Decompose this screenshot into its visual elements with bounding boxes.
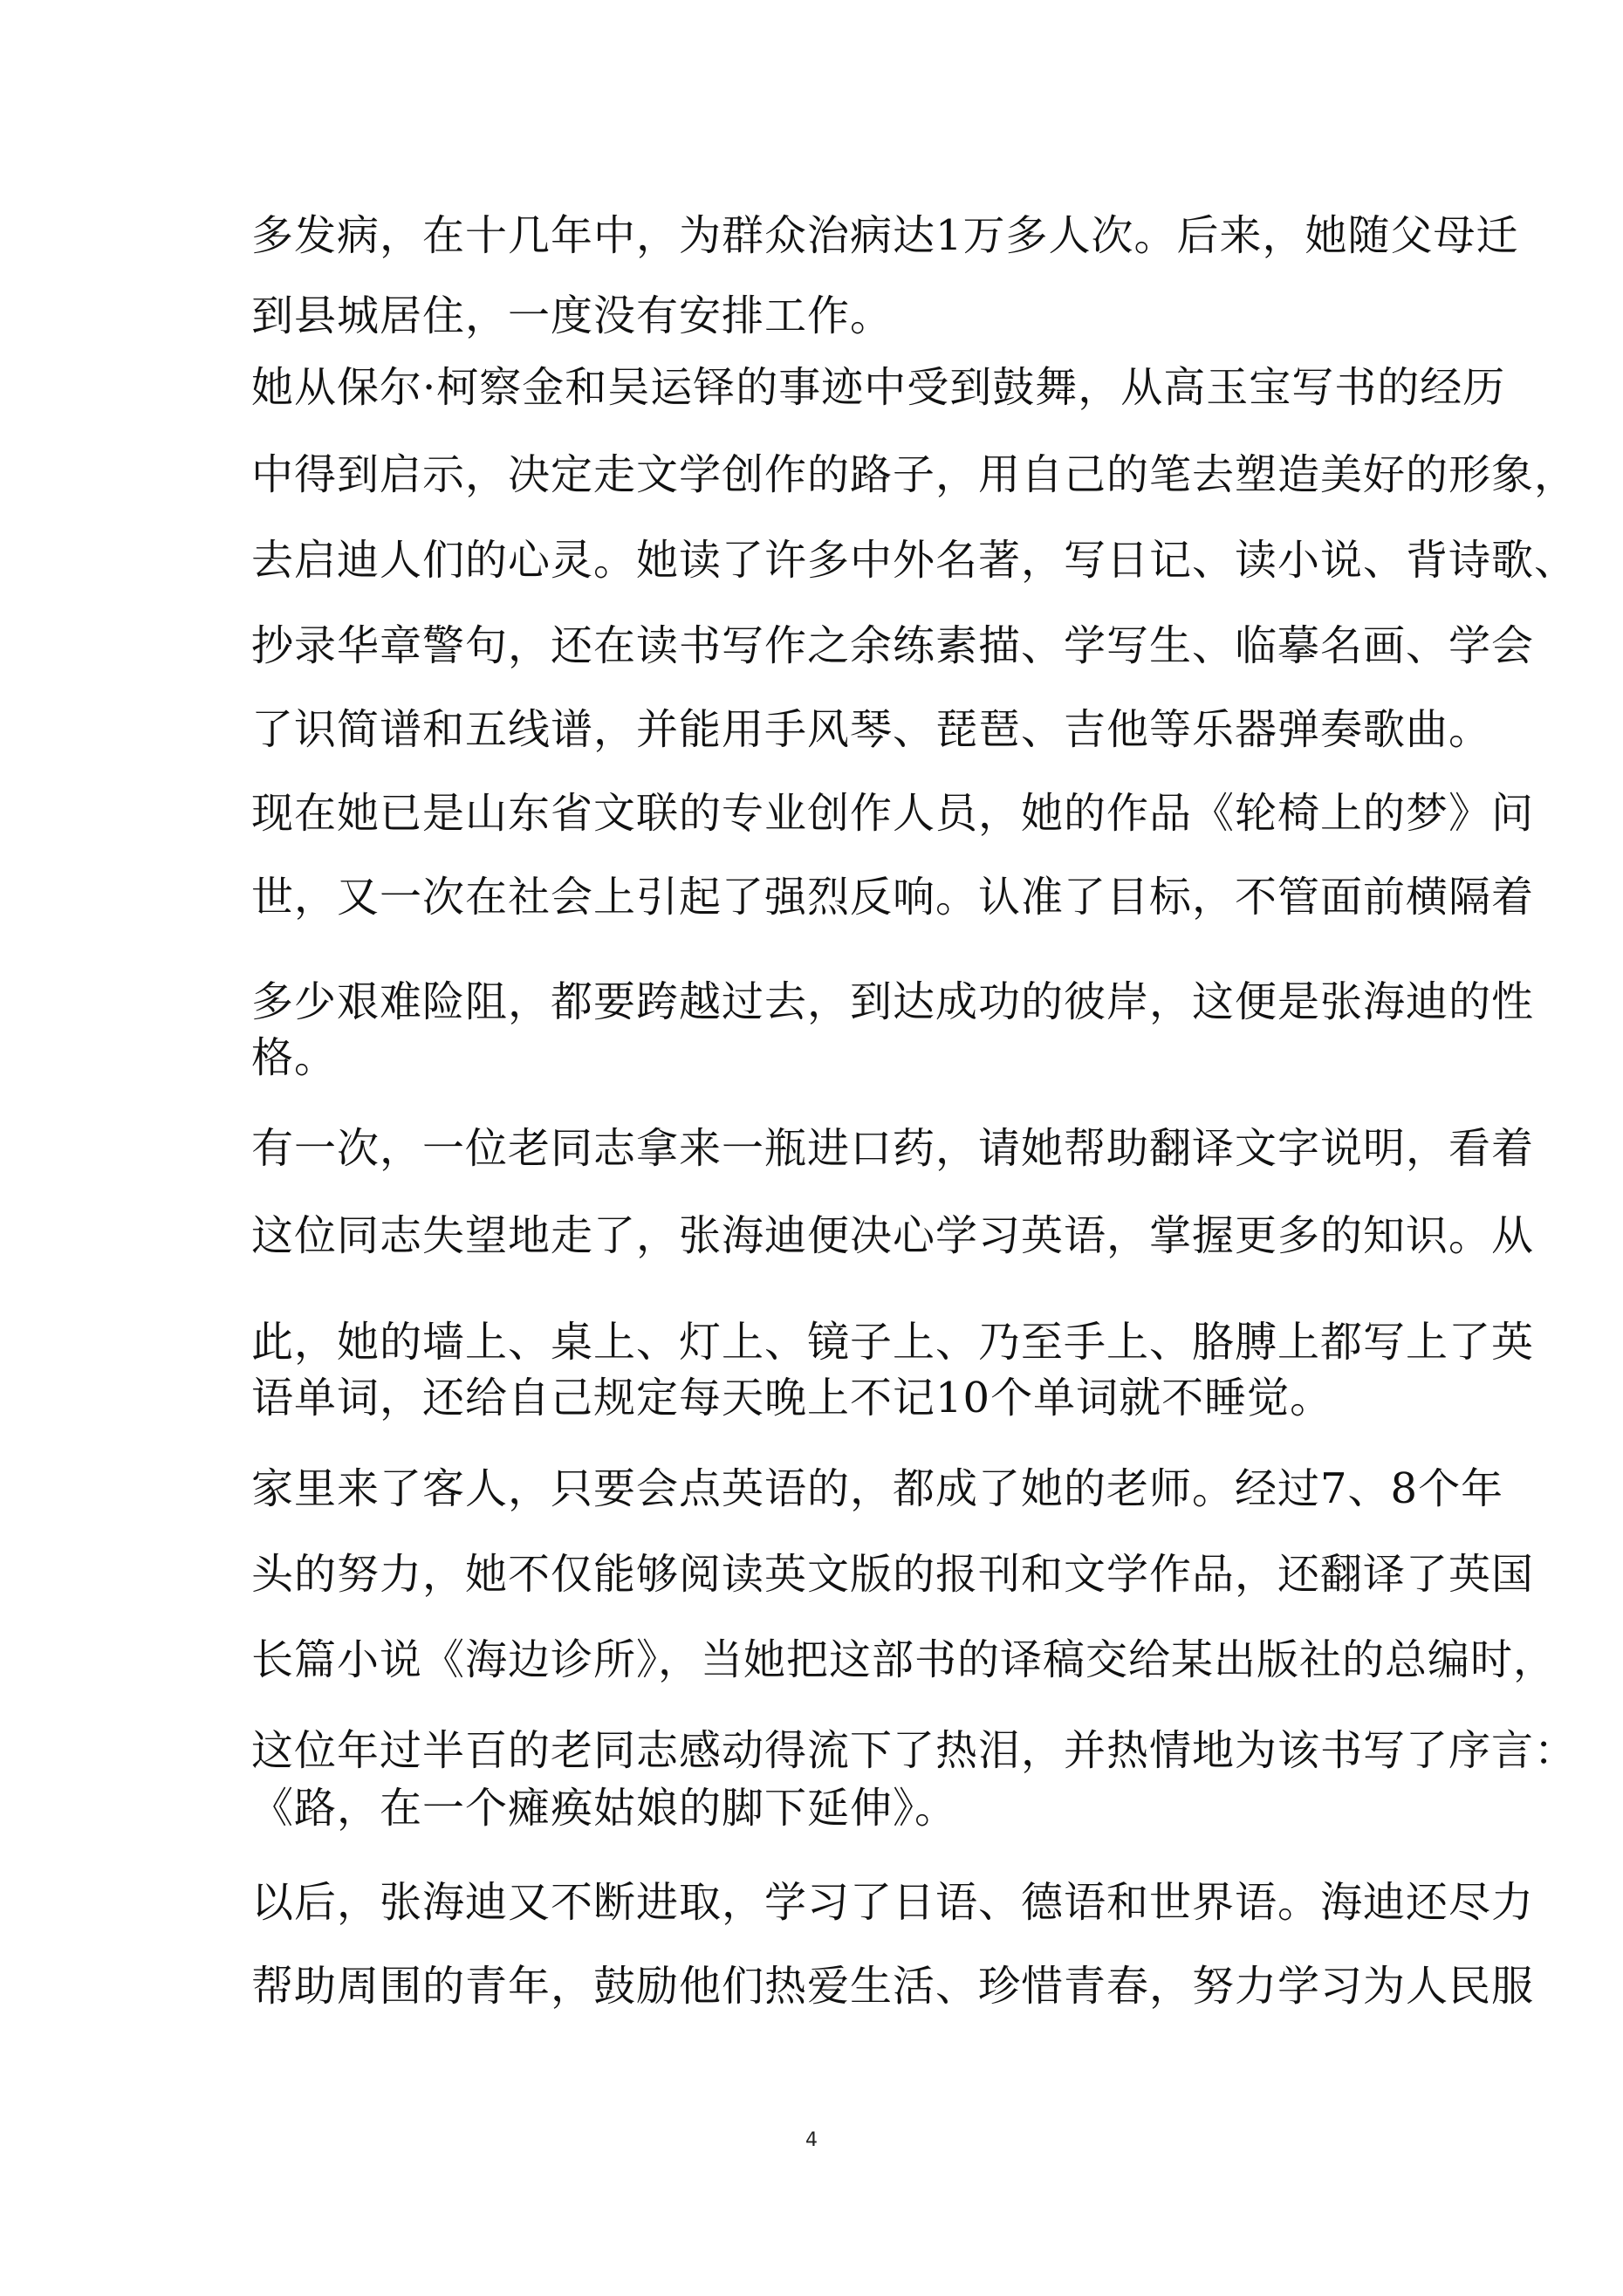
text-line: 家里来了客人，只要会点英语的，都成了她的老师。经过7、8个年 [251,1464,1504,1513]
text-line: 世，又一次在社会上引起了强烈反响。认准了目标，不管面前横隔着 [251,873,1535,922]
text-line: 中得到启示，决定走文学创作的路子，用自己的笔去塑造美好的形象， [251,450,1578,499]
text-line: 以后，张海迪又不断进取，学习了日语、德语和世界语。海迪还尽力 [251,1878,1535,1927]
text-line: 格。 [251,1033,338,1082]
text-line: 此，她的墙上、桌上、灯上、镜子上、乃至手上、胳膊上都写上了英 [251,1318,1535,1367]
text-line: 到县城居住，一度没有安排工作。 [251,291,894,340]
text-line: 长篇小说《海边诊所》，当她把这部书的译稿交给某出版社的总编时， [251,1635,1557,1684]
text-line: 《路，在一个瘫痪姑娘的脚下延伸》。 [251,1784,958,1833]
text-line: 去启迪人们的心灵。她读了许多中外名著，写日记、读小说、背诗歌、 [251,536,1578,585]
text-line: 现在她已是山东省文联的专业创作人员，她的作品《轮椅上的梦》问 [251,789,1535,838]
text-line: 抄录华章警句，还在读书写作之余练素描、学写生、临摹名画、学会 [251,621,1535,670]
page-number: 4 [805,2129,818,2151]
text-line: 她从保尔·柯察金和吴运铎的事迹中受到鼓舞，从高玉宝写书的经历 [251,363,1506,412]
text-line: 帮助周围的青年，鼓励他们热爱生活、珍惜青春，努力学习为人民服 [251,1962,1535,2011]
text-line: 多发病，在十几年中，为群众治病达1万多人次。后来，她随父母迁 [251,211,1519,260]
text-line: 有一次，一位老同志拿来一瓶进口药，请她帮助翻译文字说明，看着 [251,1124,1535,1173]
text-line: 这位年过半百的老同志感动得流下了热泪，并热情地为该书写了序言： [251,1726,1578,1775]
text-line: 这位同志失望地走了，张海迪便决心学习英语，掌握更多的知识。从 [251,1211,1535,1260]
text-line: 语单词，还给自己规定每天晚上不记10个单词就不睡觉。 [251,1374,1333,1422]
text-line: 多少艰难险阻，都要跨越过去，到达成功的彼岸，这便是张海迪的性 [251,977,1535,1026]
text-line: 头的努力，她不仅能够阅读英文版的报刊和文学作品，还翻译了英国 [251,1550,1535,1599]
text-line: 了识简谱和五线谱，并能用手风琴、琵琶、吉他等乐器弹奏歌曲。 [251,705,1492,754]
